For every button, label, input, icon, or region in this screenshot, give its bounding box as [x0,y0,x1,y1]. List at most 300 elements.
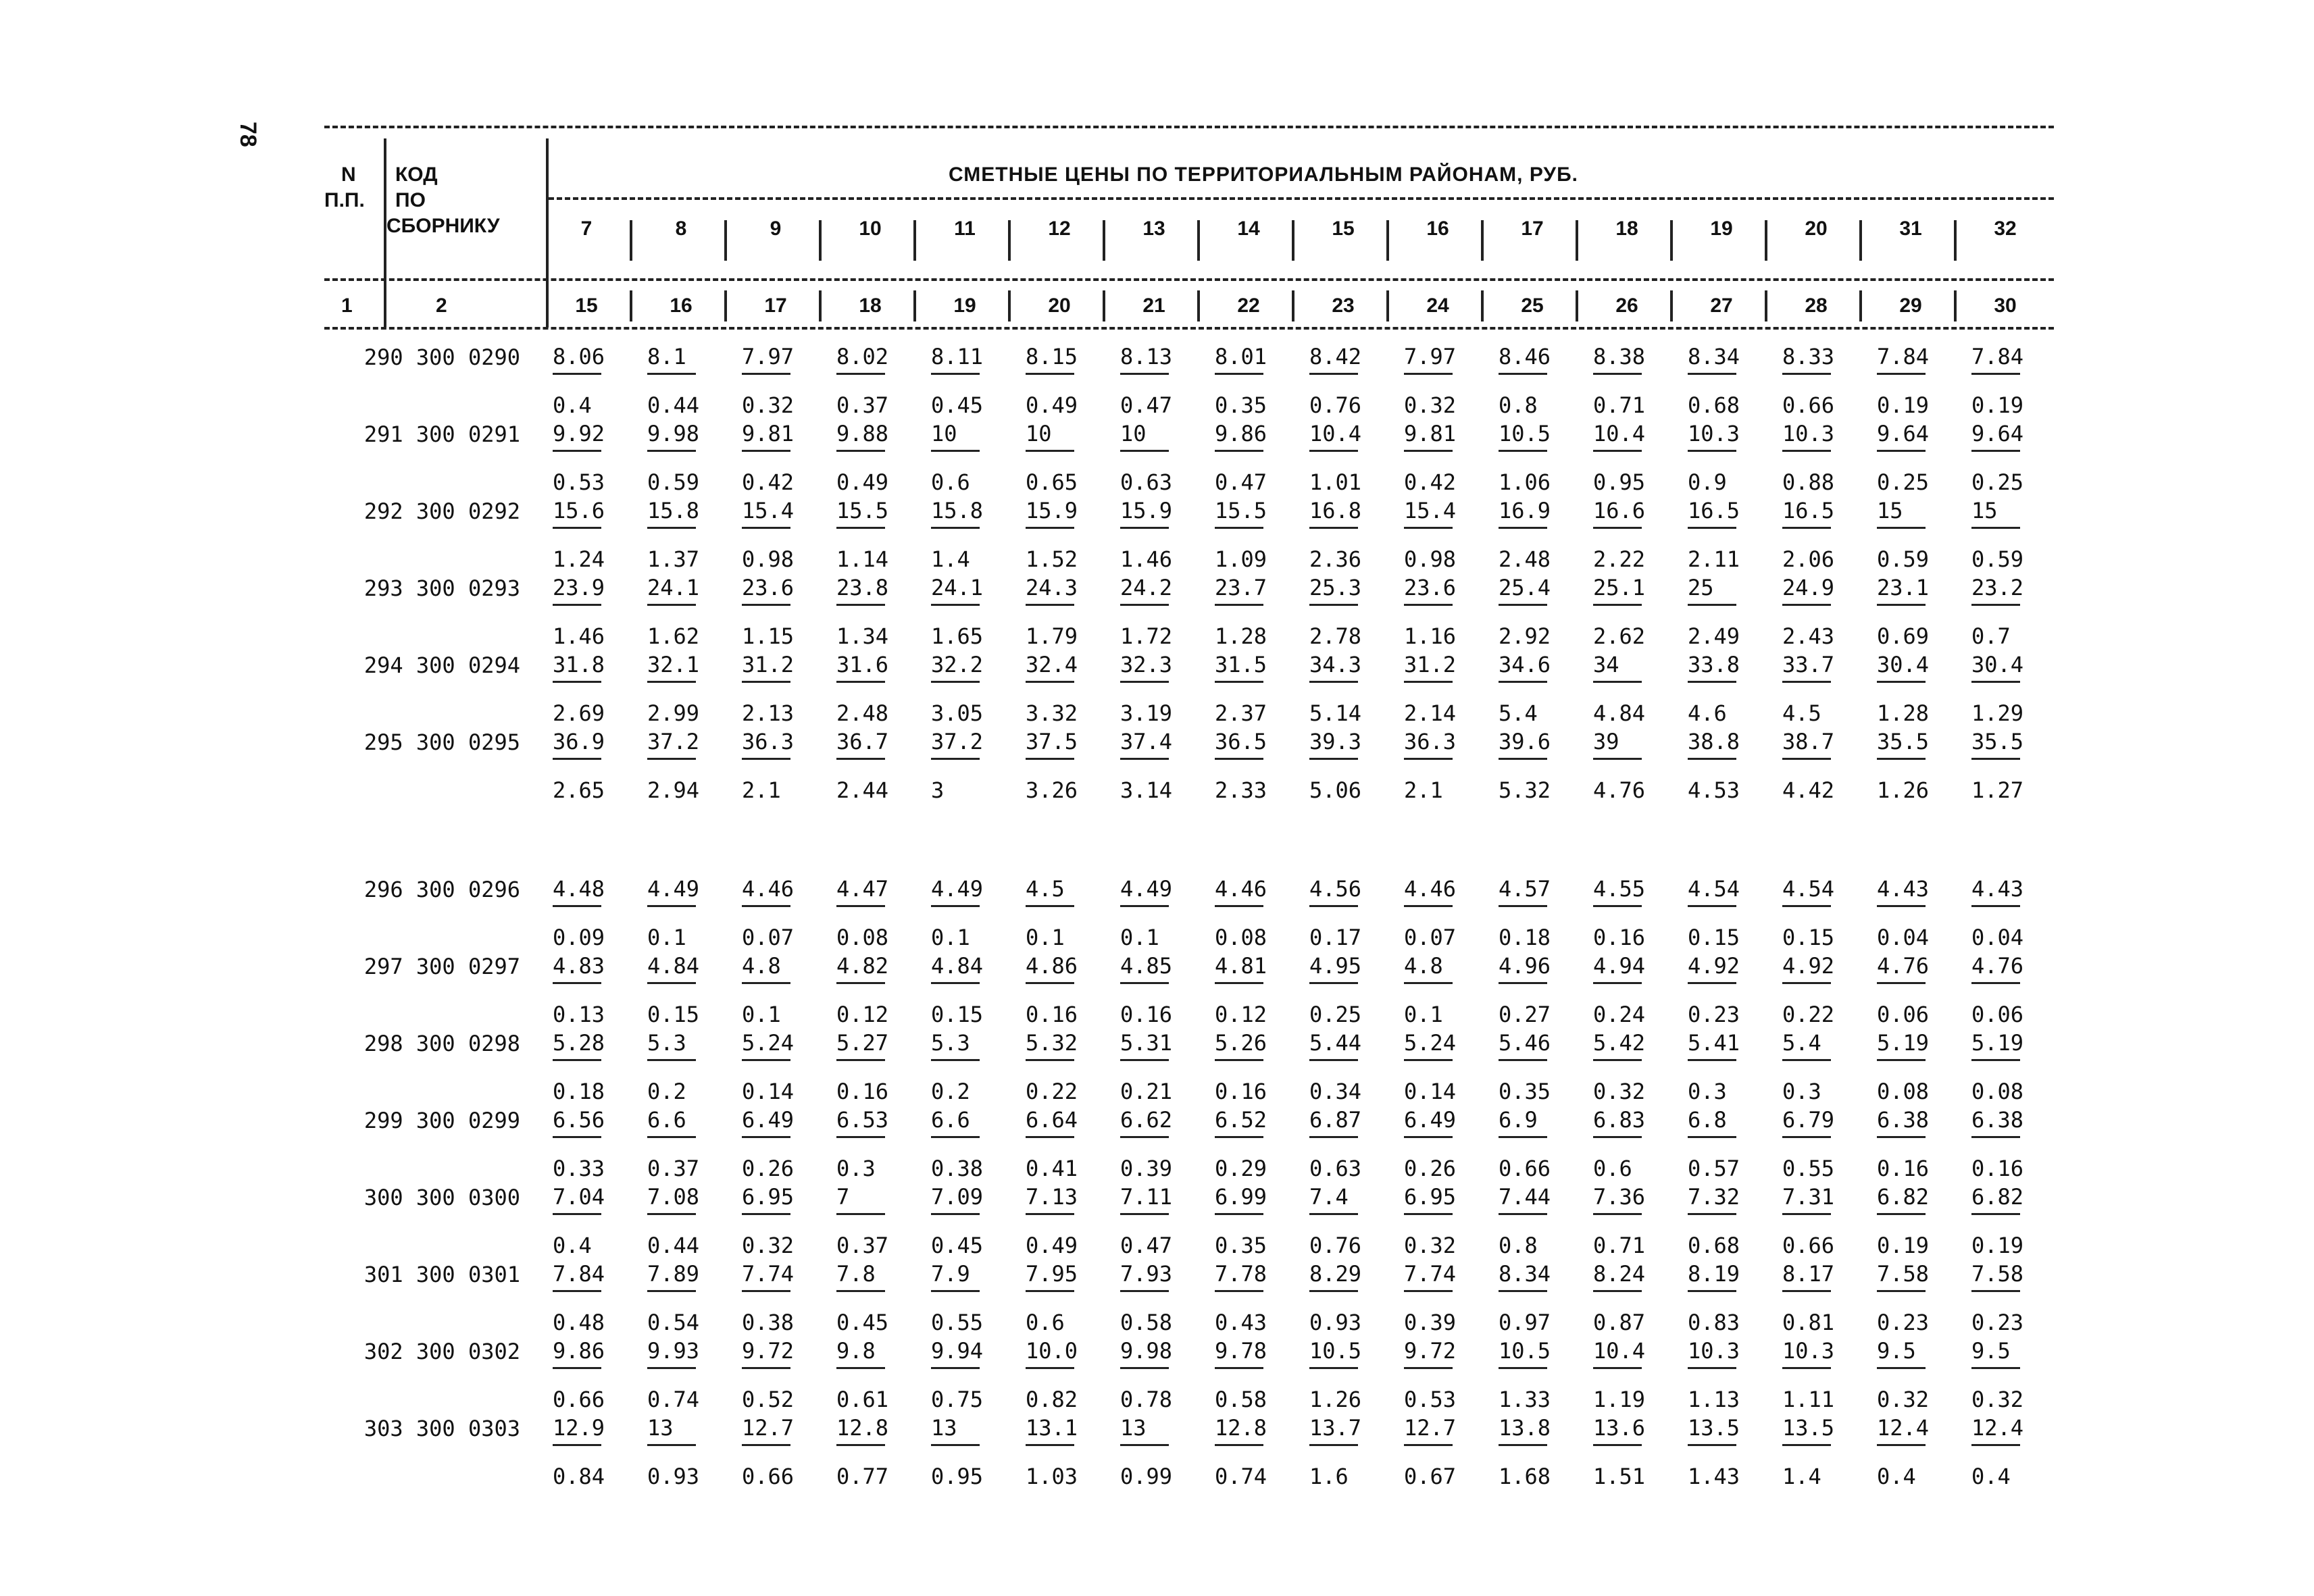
price-cell [1309,1262,1397,1339]
price-component: 1.72 [1120,623,1173,649]
price-cell [836,1031,924,1108]
fraction-bar [1120,905,1169,907]
fraction-bar [1026,681,1074,683]
price-cell [1120,729,1208,806]
price-component: 1.51 [1593,1464,1646,1489]
fraction-bar [1215,1367,1263,1369]
fraction-bar [1971,373,2020,375]
price-component: 0.08 [836,925,889,950]
price-component: 0.23 [1971,1310,2024,1335]
fraction-bar [1971,681,2020,683]
price-cell [931,729,1019,806]
row-label: 301 300 0301 [363,1262,520,1287]
price-component: 0.16 [1877,1156,1930,1181]
price-component: 0.23 [1877,1310,1930,1335]
fraction-bar [1782,1367,1831,1369]
price-component: 0.44 [647,392,700,418]
price-total: 13 [647,1415,674,1441]
price-total: 16.9 [1499,498,1551,523]
price-total: 7.4 [1309,1184,1349,1210]
fraction-bar [1688,1213,1736,1215]
price-total: 4.55 [1593,876,1646,902]
price-component: 0.4 [553,392,592,418]
price-total: 9.5 [1971,1338,2011,1364]
price-total: 5.4 [1782,1030,1821,1056]
fraction-bar [1877,982,1926,984]
price-cell [1877,652,1965,729]
header-top-rule [324,126,2054,128]
fraction-bar [742,1213,790,1215]
fraction-bar [1309,604,1358,606]
price-component: 0.16 [1026,1002,1078,1027]
fraction-bar [1593,758,1642,760]
price-component: 0.16 [836,1079,889,1104]
row-label: 293 300 0293 [363,575,520,601]
price-cell [647,575,735,652]
price-component: 0.47 [1215,469,1267,495]
fraction-bar [1499,1059,1547,1061]
fraction-bar [1877,681,1926,683]
price-component: 2.11 [1688,546,1740,572]
price-component: 0.04 [1971,925,2024,950]
fraction-bar [1404,604,1453,606]
fraction-bar [553,527,601,529]
price-total: 7.36 [1593,1184,1646,1210]
price-component: 0.35 [1499,1079,1551,1104]
price-cell [931,877,1019,954]
price-total: 6.95 [742,1184,795,1210]
price-component: 4.5 [1782,700,1821,726]
price-total: 7 [836,1184,850,1210]
price-component: 0.99 [1120,1464,1173,1489]
price-cell [1593,877,1681,954]
price-component: 0.08 [1877,1079,1930,1104]
fraction-bar [1404,527,1453,529]
price-total: 5.3 [931,1030,970,1056]
fraction-bar [1782,982,1831,984]
price-component: 0.26 [1404,1156,1457,1181]
price-component: 2.65 [553,777,605,803]
price-cell [1309,421,1397,498]
price-cell [1782,498,1870,575]
fraction-bar [553,982,601,984]
price-cell [1593,1262,1681,1339]
price-cell [1782,1262,1870,1339]
price-component: 0.15 [931,1002,984,1027]
fraction-bar [647,1367,696,1369]
price-total: 7.04 [553,1184,605,1210]
price-cell [1877,1185,1965,1262]
price-cell [553,498,640,575]
price-cell [742,575,830,652]
price-total: 6.99 [1215,1184,1267,1210]
fraction-bar [836,758,885,760]
price-component: 0.74 [647,1387,700,1412]
fraction-bar [1309,450,1358,452]
price-cell [1215,652,1303,729]
fraction-bar [553,450,601,452]
price-cell [1309,1185,1397,1262]
price-component: 0.29 [1215,1156,1267,1181]
fraction-bar [1688,450,1736,452]
price-cell [1120,421,1208,498]
price-total: 12.4 [1971,1415,2024,1441]
price-component: 2.1 [742,777,781,803]
price-component: 0.42 [1404,469,1457,495]
price-cell [931,1339,1019,1416]
fraction-bar [1688,1290,1736,1292]
price-cell [1877,344,1965,421]
column-number-23: 23 [1332,294,1355,317]
fraction-bar [1215,1290,1263,1292]
price-component: 0.04 [1877,925,1930,950]
price-total: 39.3 [1309,729,1362,754]
price-component: 0.22 [1782,1002,1835,1027]
price-cell [647,1031,735,1108]
price-component: 0.43 [1215,1310,1267,1335]
price-cell [1026,954,1113,1031]
price-cell [1404,1031,1492,1108]
fraction-bar [931,373,980,375]
region-divider [1386,220,1389,261]
fraction-bar [1782,1136,1831,1138]
price-total: 31.2 [742,652,795,677]
price-cell [1688,498,1776,575]
price-cell [1499,498,1586,575]
price-total: 7.74 [1404,1261,1457,1287]
fraction-bar [1593,1059,1642,1061]
price-component: 0.97 [1499,1310,1551,1335]
price-total: 10.5 [1309,1338,1362,1364]
price-component: 2.1 [1404,777,1443,803]
price-total: 16.5 [1688,498,1740,523]
price-component: 0.34 [1309,1079,1362,1104]
price-total: 9.72 [742,1338,795,1364]
price-total: 8.29 [1309,1261,1362,1287]
fraction-bar [553,373,601,375]
price-cell [1215,877,1303,954]
price-total: 4.47 [836,876,889,902]
column-number-20: 20 [1048,294,1071,317]
price-component: 0.21 [1120,1079,1173,1104]
price-cell [836,877,924,954]
fraction-bar [1404,681,1453,683]
fraction-bar [1215,373,1263,375]
price-total: 9.81 [742,421,795,446]
price-cell [1971,1031,2059,1108]
colnum-divider [1576,290,1578,321]
price-component: 0.63 [1120,469,1173,495]
price-cell [1404,1416,1492,1493]
price-component: 4.76 [1593,777,1646,803]
price-total: 5.27 [836,1030,889,1056]
price-cell [647,729,735,806]
region-number-19: 19 [1710,217,1733,240]
fraction-bar [1309,758,1358,760]
price-total: 7.13 [1026,1184,1078,1210]
fraction-bar [1499,373,1547,375]
price-cell [1688,954,1776,1031]
price-cell [1877,1416,1965,1493]
fraction-bar [1026,1367,1074,1369]
price-component: 1.28 [1215,623,1267,649]
price-cell [1309,877,1397,954]
price-cell [1026,877,1113,954]
header-code-line3: СБОРНИКУ [386,215,500,237]
price-component: 1.27 [1971,777,2024,803]
fraction-bar [1026,1059,1074,1061]
fraction-bar [1877,450,1926,452]
price-cell [931,1185,1019,1262]
price-component: 0.32 [1971,1387,2024,1412]
price-total: 10.4 [1593,1338,1646,1364]
price-component: 0.3 [1782,1079,1821,1104]
price-total: 7.9 [931,1261,970,1287]
price-component: 0.37 [836,392,889,418]
price-component: 0.12 [1215,1002,1267,1027]
fraction-bar [1877,527,1926,529]
fraction-bar [1971,1059,2020,1061]
price-component: 0.45 [931,392,984,418]
fraction-bar [1404,1136,1453,1138]
row-label: 295 300 0295 [363,729,520,755]
column-number-21: 21 [1142,294,1165,317]
price-total: 23.6 [742,575,795,600]
price-cell [836,1339,924,1416]
price-component: 1.43 [1688,1464,1740,1489]
fraction-bar [1404,1213,1453,1215]
price-total: 7.11 [1120,1184,1173,1210]
fraction-bar [1593,1213,1642,1215]
price-cell [931,1416,1019,1493]
price-total: 15.6 [553,498,605,523]
price-cell [836,1185,924,1262]
price-component: 1.4 [931,546,970,572]
fraction-bar [647,604,696,606]
price-cell [1404,1262,1492,1339]
price-component: 0.9 [1688,469,1727,495]
price-total: 39.6 [1499,729,1551,754]
price-total: 6.95 [1404,1184,1457,1210]
fraction-bar [1499,1290,1547,1292]
price-component: 0.38 [742,1310,795,1335]
fraction-bar [1309,1059,1358,1061]
colnum-divider [1765,290,1767,321]
price-total: 7.78 [1215,1261,1267,1287]
price-component: 0.06 [1971,1002,2024,1027]
price-cell [1593,1416,1681,1493]
price-total: 5.26 [1215,1030,1267,1056]
price-total: 12.7 [1404,1415,1457,1441]
price-cell [1499,421,1586,498]
fraction-bar [1499,758,1547,760]
price-component: 0.84 [553,1464,605,1489]
price-cell [1877,1339,1965,1416]
region-number-13: 13 [1142,217,1165,240]
fraction-bar [1782,373,1831,375]
colnum-divider [1386,290,1389,321]
fraction-bar [647,450,696,452]
fraction-bar [1593,604,1642,606]
price-cell [742,1339,830,1416]
price-cell [1499,652,1586,729]
colnum-divider [1670,290,1673,321]
price-component: 0.1 [931,925,970,950]
price-cell [742,1185,830,1262]
price-cell [1971,1339,2059,1416]
price-total: 5.19 [1971,1030,2024,1056]
price-component: 1.24 [553,546,605,572]
price-component: 0.95 [1593,469,1646,495]
price-component: 0.19 [1877,392,1930,418]
row-label: 290 300 0290 [363,344,520,370]
price-cell [1215,421,1303,498]
price-total: 25.3 [1309,575,1362,600]
price-component: 0.54 [647,1310,700,1335]
fraction-bar [931,681,980,683]
price-cell [647,421,735,498]
price-total: 23.9 [553,575,605,600]
fraction-bar [1877,758,1926,760]
price-component: 5.14 [1309,700,1362,726]
price-component: 0.13 [553,1002,605,1027]
fraction-bar [742,681,790,683]
price-component: 0.32 [742,1233,795,1258]
price-component: 0.98 [742,546,795,572]
price-total: 12.9 [553,1415,605,1441]
price-cell [1309,652,1397,729]
price-component: 0.65 [1026,469,1078,495]
price-component: 1.37 [647,546,700,572]
price-total: 4.46 [1404,876,1457,902]
price-component: 0.32 [1404,392,1457,418]
price-cell [1215,954,1303,1031]
price-component: 1.68 [1499,1464,1551,1489]
fraction-bar [931,1059,980,1061]
row-label: 300 300 0300 [363,1185,520,1210]
price-total: 4.95 [1309,953,1362,979]
fraction-bar [1026,982,1074,984]
column-number-22: 22 [1237,294,1260,317]
fraction-bar [742,1059,790,1061]
price-cell [1404,1185,1492,1262]
fraction-bar [742,527,790,529]
fraction-bar [1120,373,1169,375]
price-total: 4.84 [647,953,700,979]
price-component: 0.66 [1782,1233,1835,1258]
price-cell [1215,729,1303,806]
price-component: 0.32 [1593,1079,1646,1104]
price-component: 2.43 [1782,623,1835,649]
fraction-bar [1877,1367,1926,1369]
fraction-bar [1877,373,1926,375]
price-total: 7.31 [1782,1184,1835,1210]
price-total: 23.8 [836,575,889,600]
price-total: 4.76 [1971,953,2024,979]
price-total: 10.3 [1782,1338,1835,1364]
price-total: 5.28 [553,1030,605,1056]
price-cell [742,344,830,421]
region-divider [1481,220,1484,261]
price-total: 8.11 [931,344,984,369]
price-total: 10.3 [1688,421,1740,446]
price-total: 23.1 [1877,575,1930,600]
price-total: 4.82 [836,953,889,979]
fraction-bar [931,450,980,452]
price-component: 1.14 [836,546,889,572]
fraction-bar [1971,1367,2020,1369]
fraction-bar [1309,1136,1358,1138]
price-total: 15.9 [1026,498,1078,523]
region-number-15: 15 [1332,217,1355,240]
price-cell [1026,1416,1113,1493]
row-label: 294 300 0294 [363,652,520,678]
region-divider [724,220,727,261]
fraction-bar [836,604,885,606]
price-total: 7.08 [647,1184,700,1210]
fraction-bar [1404,905,1453,907]
region-number-31: 31 [1899,217,1922,240]
price-total: 6.49 [742,1107,795,1133]
price-component: 0.76 [1309,1233,1362,1258]
price-total: 4.49 [931,876,984,902]
price-cell [1971,1262,2059,1339]
price-component: 2.78 [1309,623,1362,649]
price-total: 4.43 [1971,876,2024,902]
price-component: 1.11 [1782,1387,1835,1412]
fraction-bar [1026,1213,1074,1215]
fraction-bar [1877,1059,1926,1061]
price-cell [1688,421,1776,498]
price-total: 13.8 [1499,1415,1551,1441]
fraction-bar [1404,450,1453,452]
price-total: 9.98 [647,421,700,446]
price-cell [931,652,1019,729]
fraction-bar [1877,1213,1926,1215]
price-cell [1593,1031,1681,1108]
price-cell [1877,421,1965,498]
price-total: 6.8 [1688,1107,1727,1133]
price-total: 7.89 [647,1261,700,1287]
price-cell [742,729,830,806]
price-total: 9.86 [553,1338,605,1364]
fraction-bar [836,1444,885,1446]
price-total: 6.53 [836,1107,889,1133]
price-cell [1971,954,2059,1031]
price-total: 8.17 [1782,1261,1835,1287]
price-total: 5.42 [1593,1030,1646,1056]
price-cell [1688,1031,1776,1108]
price-component: 0.16 [1215,1079,1267,1104]
fraction-bar [1026,905,1074,907]
row-label: 302 300 0302 [363,1339,520,1364]
price-component: 0.33 [553,1156,605,1181]
price-total: 4.86 [1026,953,1078,979]
price-cell [1499,729,1586,806]
price-total: 4.81 [1215,953,1267,979]
fraction-bar [1120,527,1169,529]
price-component: 0.16 [1120,1002,1173,1027]
fraction-bar [647,982,696,984]
fraction-bar [1026,1290,1074,1292]
price-cell [931,1108,1019,1185]
price-total: 9.88 [836,421,889,446]
price-component: 0.2 [931,1079,970,1104]
price-cell [553,1031,640,1108]
price-total: 32.3 [1120,652,1173,677]
price-total: 8.13 [1120,344,1173,369]
price-cell [1120,498,1208,575]
